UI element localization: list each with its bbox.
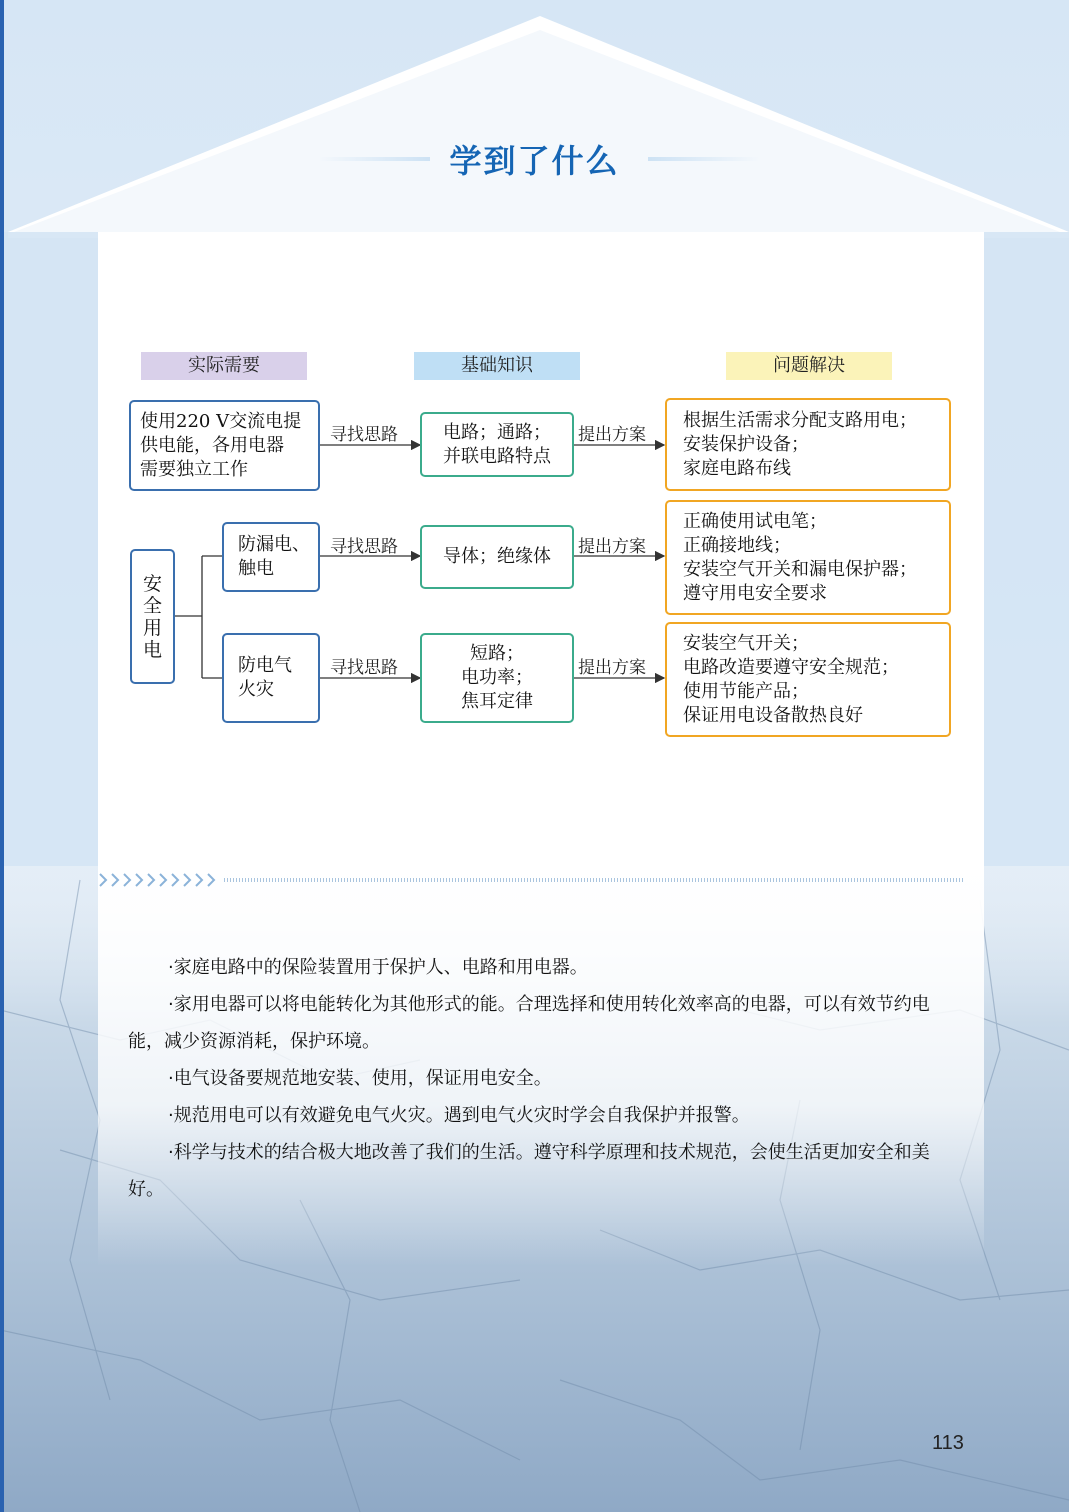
summary-text: ·电气设备要规范地安装、使用，保证用电安全。: [168, 1068, 552, 1089]
need-line: 防电气: [238, 655, 292, 676]
knowledge-box-circuit: [420, 412, 574, 477]
category-tag-problem-solving: 问题解决: [726, 352, 892, 380]
arrow-label-find-idea: 寻找思路: [330, 658, 398, 678]
knowledge-line: 电路；通路；: [443, 421, 551, 443]
knowledge-box-short-circuit: [420, 633, 574, 723]
category-tag-basic-knowledge: 基础知识: [414, 352, 580, 380]
summary-paragraph: [128, 949, 954, 986]
safety-char: 全: [142, 594, 162, 617]
summary-text: ·家用电器可以将电能转化为其他形式的能。合理选择和使用转化效率高的电器，可以有效节约电能，减少资源消耗，保护环境。: [128, 994, 930, 1052]
solution-box-wiring: [665, 398, 951, 491]
solution-line: 保证用电设备散热良好: [683, 704, 863, 726]
summary-text: ·家庭电路中的保险装置用于保护人、电路和用电器。: [168, 957, 588, 978]
category-tag-actual-need: 实际需要: [141, 352, 307, 380]
page-title: 学到了什么: [449, 142, 620, 180]
summary-paragraph: [128, 1060, 954, 1097]
arrow-label-propose-plan: 提出方案: [578, 425, 646, 445]
arrow-label-find-idea: 寻找思路: [330, 425, 398, 445]
safety-char: 安: [142, 572, 162, 595]
solution-box-fire-prevention: [665, 622, 951, 737]
need-line: 供电能，各用电器: [140, 434, 284, 456]
solution-line: 安装保护设备；: [683, 433, 809, 455]
need-box-anti-shock: [222, 522, 320, 592]
solution-line: 安装空气开关和漏电保护器；: [683, 558, 917, 580]
safety-char: 用: [142, 616, 162, 639]
need-line: 火灾: [238, 679, 274, 700]
solution-line: 使用节能产品；: [683, 680, 809, 702]
knowledge-line: 短路；: [470, 643, 524, 664]
arrow-label-propose-plan: 提出方案: [578, 537, 646, 557]
need-line: 需要独立工作: [140, 458, 248, 480]
need-line: 使用220 V交流电提: [140, 410, 302, 432]
solution-line: 安装空气开关；: [683, 632, 809, 654]
arrow-label-propose-plan: 提出方案: [578, 658, 646, 678]
solution-line: 正确接地线；: [683, 534, 791, 556]
solution-line: 根据生活需求分配支路用电；: [683, 409, 917, 431]
page-number: 113: [932, 1432, 964, 1454]
knowledge-line: 导体；绝缘体: [443, 546, 551, 567]
solution-line: 家庭电路布线: [683, 457, 791, 479]
need-line: 防漏电、: [238, 534, 310, 555]
solution-line: 正确使用试电笔；: [683, 510, 827, 532]
solution-line: 电路改造要遵守安全规范；: [683, 656, 899, 678]
summary-text: ·科学与技术的结合极大地改善了我们的生活。遵守科学原理和技术规范，会使生活更加安全和美好。: [128, 1142, 930, 1200]
solution-box-anti-shock: [665, 500, 951, 615]
knowledge-box-conductor: [420, 525, 574, 589]
arrow-label-find-idea: 寻找思路: [330, 537, 398, 557]
need-box-power-supply: [129, 400, 320, 491]
safety-char: 电: [142, 638, 162, 661]
summary-text: ·规范用电可以有效避免电气火灾。遇到电气火灾时学会自我保护并报警。: [168, 1105, 750, 1126]
knowledge-line: 电功率；: [461, 667, 533, 688]
solution-line: 遵守用电安全要求: [683, 582, 827, 604]
need-line: 触电: [238, 558, 274, 579]
safety-electricity-box: [130, 549, 175, 684]
summary-paragraph: [128, 1097, 954, 1134]
knowledge-line: 并联电路特点: [443, 445, 551, 467]
knowledge-line: 焦耳定律: [461, 691, 533, 712]
summary-paragraph: [128, 986, 954, 1060]
need-box-fire-prevention: [222, 633, 320, 723]
summary-paragraph: [128, 1134, 954, 1208]
